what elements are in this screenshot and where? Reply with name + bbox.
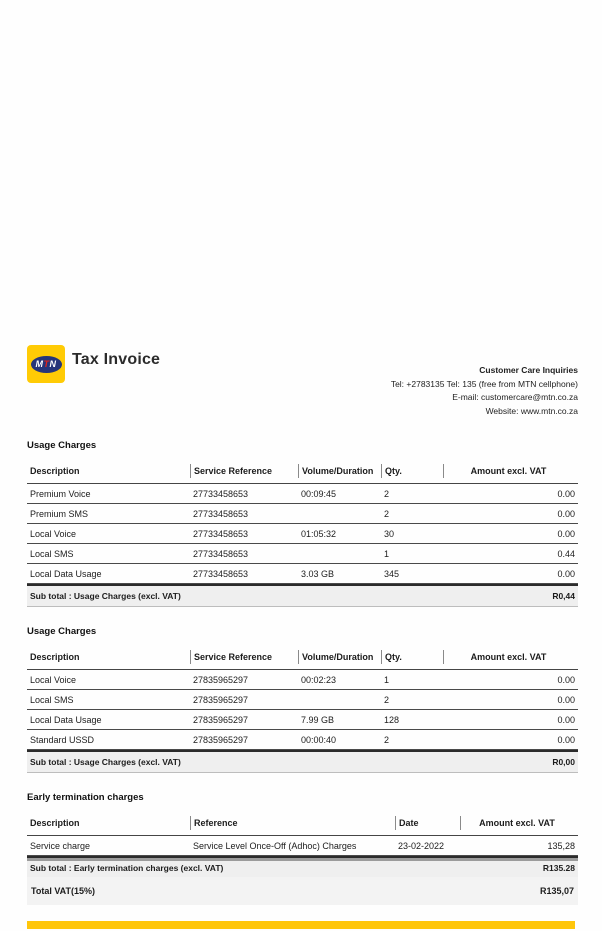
contact-line-email: E-mail: customercare@mtn.co.za (452, 392, 578, 402)
header-cell: Volume/Duration (298, 464, 381, 478)
cell: 00:02:23 (301, 674, 337, 685)
header-cell: Reference (190, 816, 395, 830)
header-cell: Qty. (381, 650, 443, 664)
header-cell: Qty. (381, 464, 443, 478)
subtotal-label: Sub total : Usage Charges (excl. VAT) (30, 757, 181, 767)
subtotal-row (27, 750, 578, 773)
total-vat-label: Total VAT(15%) (31, 886, 96, 896)
charges-section (27, 626, 578, 773)
cell: Premium SMS (30, 508, 89, 519)
footer-yellow-bar (27, 921, 575, 929)
cell: 3.03 GB (301, 568, 335, 579)
table-header-row (27, 458, 578, 484)
cell: 27835965297 (193, 734, 249, 745)
cell: 7.99 GB (301, 714, 335, 725)
table-row (27, 690, 578, 710)
cell: 27835965297 (193, 694, 249, 705)
header-cell: Description (30, 817, 80, 828)
cell: 345 (384, 568, 400, 579)
charges-table (27, 644, 578, 773)
charges-table (27, 458, 578, 607)
cell-amount: 0.00 (557, 694, 575, 705)
cell-amount: 0.00 (557, 528, 575, 539)
invoice-body (27, 440, 578, 879)
cell: Standard USSD (30, 734, 95, 745)
divider-line (27, 858, 578, 861)
cell: Service charge (30, 840, 91, 851)
header-cell: Volume/Duration (298, 650, 381, 664)
total-vat-row (27, 877, 578, 905)
cell: 128 (384, 714, 400, 725)
cell: 27733458653 (193, 528, 249, 539)
table-row (27, 730, 578, 750)
contact-block (391, 364, 578, 418)
table-row (27, 564, 578, 584)
total-vat-value: R135,07 (539, 886, 574, 896)
cell: 01:05:32 (301, 528, 337, 539)
table-header-row (27, 810, 578, 836)
contact-line-website: Website: www.mtn.co.za (485, 405, 578, 416)
contact-line-tel: Tel: +2783135 Tel: 135 (free from MTN cellphone) (390, 378, 578, 389)
header-cell: Service Reference (190, 464, 298, 478)
header-cell: Description (30, 465, 80, 476)
cell: 1 (384, 674, 390, 685)
subtotal-value: R0,00 (552, 757, 575, 767)
cell: 2 (384, 488, 390, 499)
cell: 00:00:40 (301, 734, 337, 745)
cell: 2 (384, 694, 390, 705)
section-title: Usage Charges (27, 626, 97, 637)
table-row (27, 484, 578, 504)
cell: Service Level Once-Off (Adhoc) Charges (193, 840, 357, 851)
cell: 27733458653 (193, 568, 249, 579)
mtn-logo-text: MTN (35, 358, 57, 369)
cell: 27733458653 (193, 508, 249, 519)
table-row (27, 670, 578, 690)
subtotal-label: Sub total : Usage Charges (excl. VAT) (30, 591, 181, 601)
section-title: Usage Charges (27, 440, 97, 451)
table-row (27, 836, 578, 856)
cell: Local SMS (30, 694, 74, 705)
header-cell: Service Reference (190, 650, 298, 664)
header-cell: Description (30, 651, 80, 662)
cell: 2 (384, 734, 390, 745)
cell-amount: 0.00 (557, 674, 575, 685)
subtotal-value: R135.28 (542, 863, 575, 873)
cell: Local Voice (30, 674, 77, 685)
subtotal-label: Sub total : Early termination charges (excl. VAT) (30, 863, 224, 873)
cell-amount: 0.00 (557, 734, 575, 745)
cell: Local SMS (30, 548, 74, 559)
cell: 1 (384, 548, 390, 559)
cell: Premium Voice (30, 488, 91, 499)
cell-amount: 135,28 (547, 840, 575, 851)
cell: 2 (384, 508, 390, 519)
page-title: Tax Invoice (72, 351, 161, 368)
cell: 27835965297 (193, 714, 249, 725)
mtn-logo-oval (31, 356, 62, 373)
table-header-row (27, 644, 578, 670)
table-row (27, 524, 578, 544)
header-cell: Amount excl. VAT (460, 816, 578, 830)
cell: 30 (384, 528, 395, 539)
table-row (27, 544, 578, 564)
cell-amount: 0.00 (557, 508, 575, 519)
section-title: Early termination charges (27, 792, 144, 803)
subtotal-value: R0,44 (552, 591, 575, 601)
cell: 27733458653 (193, 548, 249, 559)
header-cell: Amount excl. VAT (443, 650, 578, 664)
contact-heading: Customer Care Inquiries (479, 365, 578, 375)
cell: 23-02-2022 (398, 840, 445, 851)
charges-table (27, 810, 578, 879)
cell: 27733458653 (193, 488, 249, 499)
mtn-logo (27, 345, 65, 383)
header-cell: Date (395, 816, 460, 830)
table-row (27, 504, 578, 524)
cell-amount: 0.00 (557, 714, 575, 725)
charges-section (27, 792, 578, 879)
charges-section (27, 440, 578, 607)
cell: 27835965297 (193, 674, 249, 685)
cell: Local Data Usage (30, 568, 102, 579)
cell: Local Voice (30, 528, 77, 539)
cell-amount: 0.00 (557, 488, 575, 499)
header-cell: Amount excl. VAT (443, 464, 578, 478)
cell: 00:09:45 (301, 488, 337, 499)
cell-amount: 0.00 (557, 568, 575, 579)
cell-amount: 0.44 (557, 548, 575, 559)
table-row (27, 710, 578, 730)
subtotal-row (27, 584, 578, 607)
cell: Local Data Usage (30, 714, 102, 725)
